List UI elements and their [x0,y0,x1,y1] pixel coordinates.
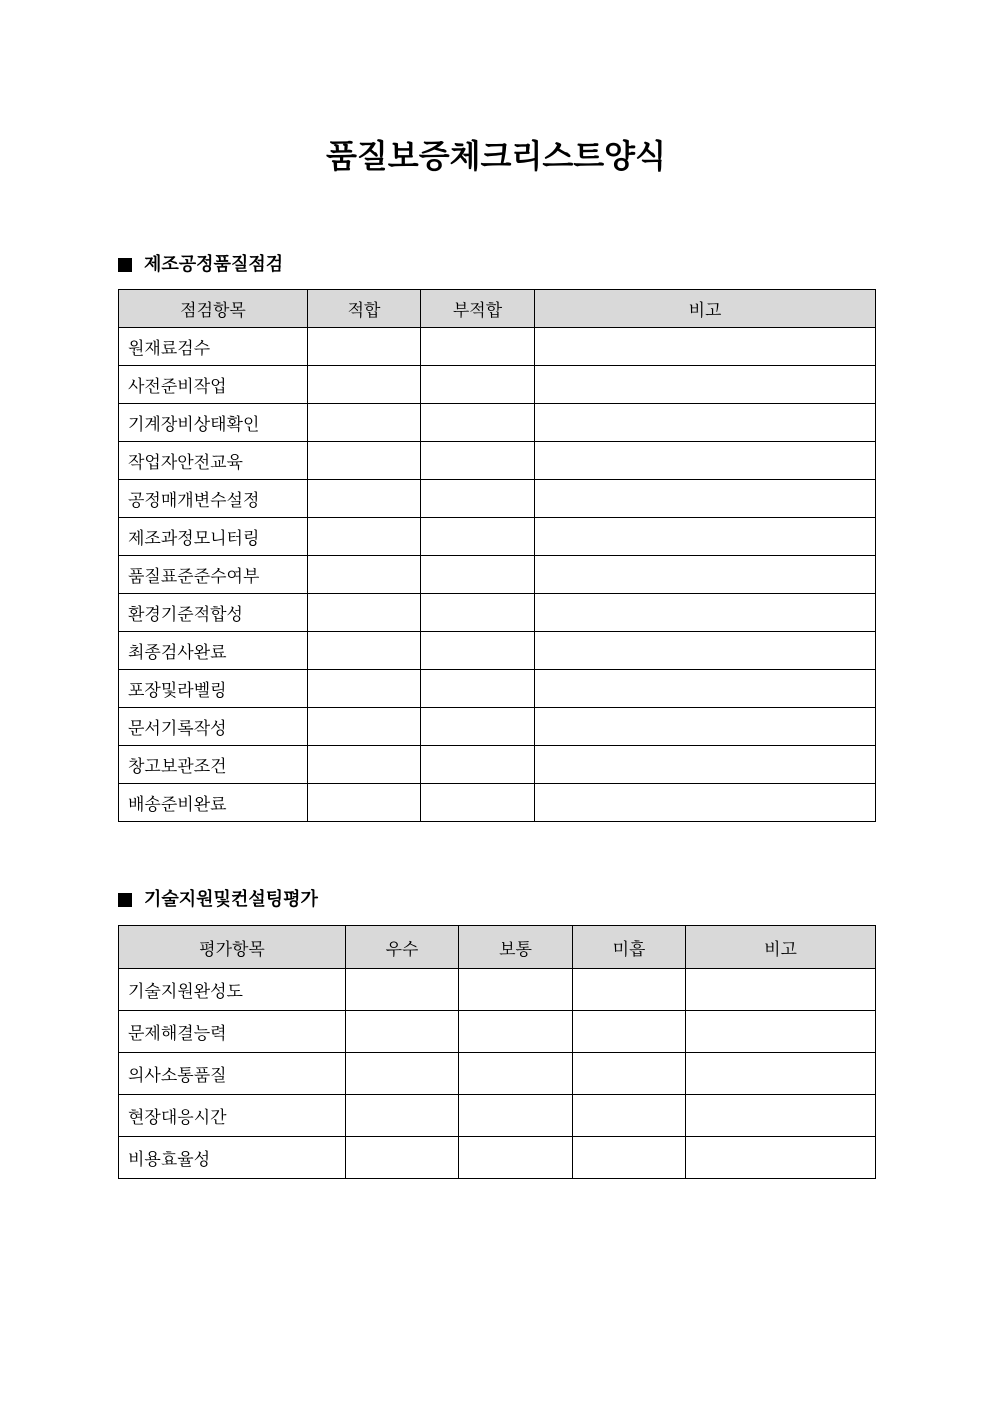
table-row [119,1011,876,1053]
row-item-label: 기계장비상태확인 [119,404,308,442]
pass-cell[interactable] [308,708,421,746]
row-item-label: 제조과정모니터링 [119,518,308,556]
pass-cell[interactable] [308,518,421,556]
row-item-label: 품질표준준수여부 [119,556,308,594]
table-row [119,1137,876,1179]
manufacturing-checklist-table [118,289,876,822]
remarks-cell[interactable] [535,442,876,480]
row-item-label: 사전준비작업 [119,366,308,404]
tech-support-evaluation-table [118,925,876,1179]
remarks-cell[interactable] [686,1095,876,1137]
remarks-cell[interactable] [535,632,876,670]
excellent-cell[interactable] [346,1137,459,1179]
remarks-cell[interactable] [535,708,876,746]
row-item-label: 현장대응시간 [119,1095,346,1137]
fail-cell[interactable] [421,784,535,822]
header-excellent: 우수 [346,926,459,969]
excellent-cell[interactable] [346,969,459,1011]
header-fail: 부적합 [421,290,535,328]
table-row [119,480,876,518]
pass-cell[interactable] [308,632,421,670]
pass-cell[interactable] [308,784,421,822]
pass-cell[interactable] [308,328,421,366]
table-row [119,366,876,404]
remarks-cell[interactable] [686,1137,876,1179]
remarks-cell[interactable] [535,670,876,708]
remarks-cell[interactable] [535,328,876,366]
table-row [119,969,876,1011]
excellent-cell[interactable] [346,1095,459,1137]
document-title: 품질보증체크리스트양식 [325,137,667,175]
table-row [119,442,876,480]
table-row [119,518,876,556]
header-eval-item: 평가항목 [119,926,346,969]
row-item-label: 배송준비완료 [119,784,308,822]
table-header-row [119,290,876,328]
row-item-label: 작업자안전교육 [119,442,308,480]
row-item-label: 문서기록작성 [119,708,308,746]
table-header-row [119,926,876,969]
header-average: 보통 [459,926,573,969]
table-row [119,746,876,784]
row-item-label: 공정매개변수설정 [119,480,308,518]
remarks-cell[interactable] [535,480,876,518]
table-row [119,708,876,746]
excellent-cell[interactable] [346,1011,459,1053]
pass-cell[interactable] [308,746,421,784]
average-cell[interactable] [459,1137,573,1179]
remarks-cell[interactable] [535,746,876,784]
row-item-label: 기술지원완성도 [119,969,346,1011]
header-remarks: 비고 [686,926,876,969]
square-bullet-icon [118,893,132,907]
pass-cell[interactable] [308,556,421,594]
row-item-label: 포장및라벨링 [119,670,308,708]
fail-cell[interactable] [421,518,535,556]
poor-cell[interactable] [573,1011,686,1053]
remarks-cell[interactable] [686,1053,876,1095]
section-heading-label: 기술지원및컨설팅평가 [144,889,318,910]
table-row [119,632,876,670]
remarks-cell[interactable] [535,784,876,822]
poor-cell[interactable] [573,1053,686,1095]
pass-cell[interactable] [308,594,421,632]
fail-cell[interactable] [421,404,535,442]
table-row [119,670,876,708]
table-row [119,1095,876,1137]
remarks-cell[interactable] [535,518,876,556]
section-heading-label: 제조공정품질점검 [144,254,284,275]
excellent-cell[interactable] [346,1053,459,1095]
header-check-item: 점검항목 [119,290,308,328]
average-cell[interactable] [459,1053,573,1095]
section-heading-manufacturing [118,253,283,277]
remarks-cell[interactable] [535,404,876,442]
fail-cell[interactable] [421,708,535,746]
fail-cell[interactable] [421,632,535,670]
fail-cell[interactable] [421,556,535,594]
average-cell[interactable] [459,969,573,1011]
fail-cell[interactable] [421,480,535,518]
poor-cell[interactable] [573,969,686,1011]
poor-cell[interactable] [573,1137,686,1179]
poor-cell[interactable] [573,1095,686,1137]
table-row [119,404,876,442]
row-item-label: 의사소통품질 [119,1053,346,1095]
table-row [119,328,876,366]
row-item-label: 원재료검수 [119,328,308,366]
fail-cell[interactable] [421,328,535,366]
fail-cell[interactable] [421,442,535,480]
pass-cell[interactable] [308,404,421,442]
pass-cell[interactable] [308,670,421,708]
row-item-label: 비용효율성 [119,1137,346,1179]
pass-cell[interactable] [308,442,421,480]
remarks-cell[interactable] [535,594,876,632]
header-remarks: 비고 [535,290,876,328]
header-poor: 미흡 [573,926,686,969]
fail-cell[interactable] [421,366,535,404]
remarks-cell[interactable] [535,366,876,404]
table-row [119,784,876,822]
pass-cell[interactable] [308,480,421,518]
header-pass: 적합 [308,290,421,328]
row-item-label: 최종검사완료 [119,632,308,670]
fail-cell[interactable] [421,594,535,632]
pass-cell[interactable] [308,366,421,404]
row-item-label: 문제해결능력 [119,1011,346,1053]
table-row [119,1053,876,1095]
remarks-cell[interactable] [686,969,876,1011]
row-item-label: 창고보관조건 [119,746,308,784]
average-cell[interactable] [459,1011,573,1053]
section-heading-tech-support [118,888,318,912]
table-row [119,594,876,632]
row-item-label: 환경기준적합성 [119,594,308,632]
square-bullet-icon [118,258,132,272]
table-row [119,556,876,594]
remarks-cell[interactable] [535,556,876,594]
average-cell[interactable] [459,1095,573,1137]
fail-cell[interactable] [421,670,535,708]
remarks-cell[interactable] [686,1011,876,1053]
fail-cell[interactable] [421,746,535,784]
